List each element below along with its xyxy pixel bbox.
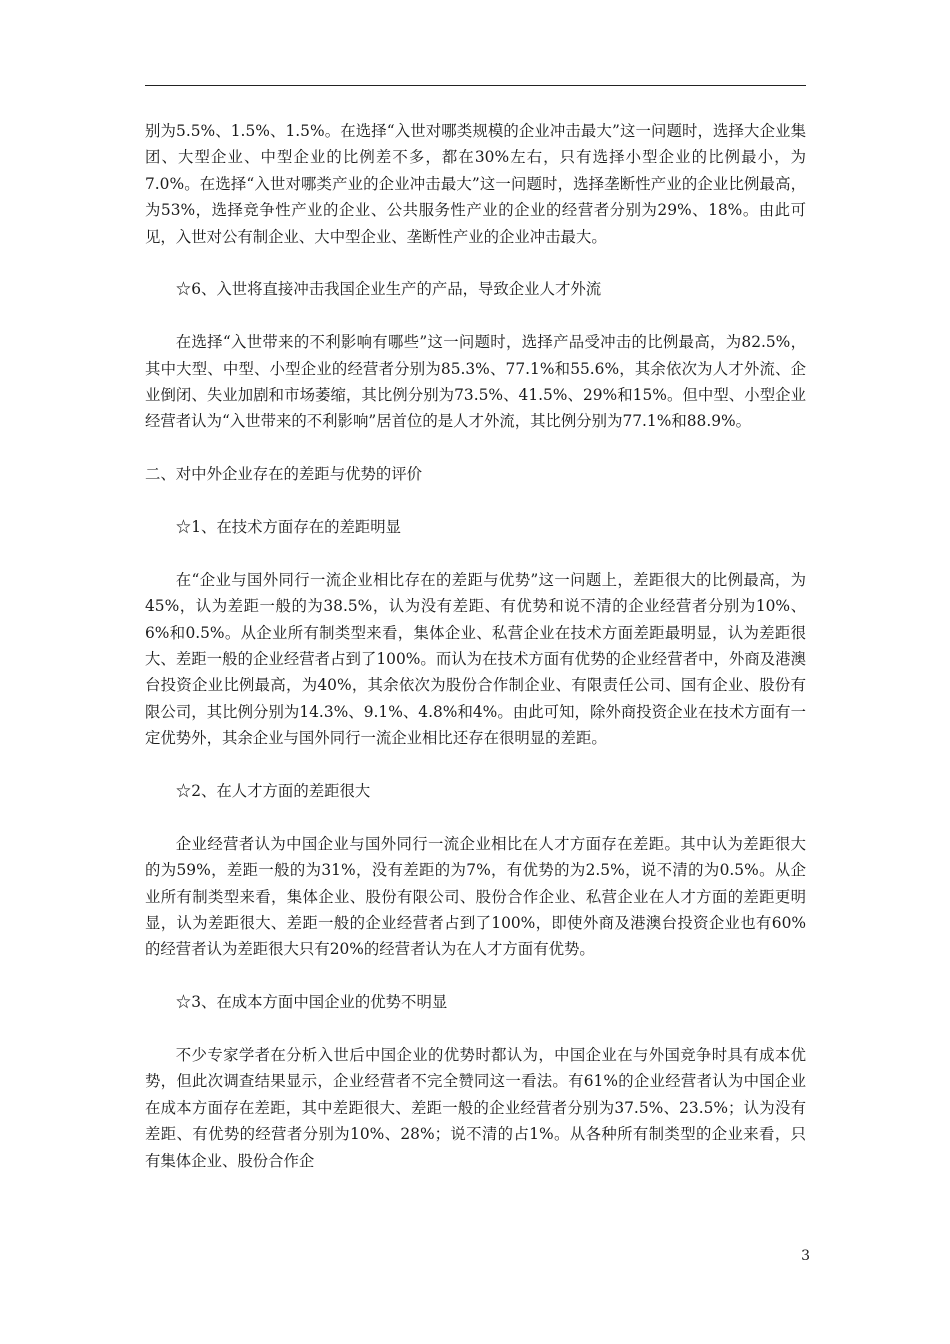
subheading: ☆3、在成本方面中国企业的优势不明显 xyxy=(175,993,448,1012)
subheading: ☆1、在技术方面存在的差距明显 xyxy=(175,518,402,537)
paragraph: 在选择“入世带来的不利影响有哪些”这一问题时，选择产品受冲击的比例最高，为82.5%，其中大型、中型、小型企业的经营者分别为85.3%、77.1%和55.6%，其余依次为人才外流、企业倒闭、失业加剧和市场萎缩，其比例分别为73.5%、41.5%、29%和15%。但中型、小型企业经营者认为“入世带来的不利影响”居首位的是人才外流，其比例分别为77.1%和88.9%。 xyxy=(145,333,806,431)
header-rule xyxy=(145,85,806,86)
subheading: ☆2、在人才方面的差距很大 xyxy=(175,782,371,801)
paragraph: 企业经营者认为中国企业与国外同行一流企业相比在人才方面存在差距。其中认为差距很大的为59%，差距一般的为31%，没有差距的为7%，有优势的为2.5%，说不清的为0.5%。从企业所有制类型来看，集体企业、股份有限公司、股份合作企业、私营企业在人才方面的差距更明显，认为差距很大、差距一般的企业经营者占到了100%，即使外商及港澳台投资企业也有60%的经营者认为差距很大只有20%的经营者认为在人才方面有优势。 xyxy=(145,834,806,959)
section-heading: 二、对中外企业存在的差距与优势的评价 xyxy=(145,465,423,484)
paragraph: 不少专家学者在分析入世后中国企业的优势时都认为，中国企业在与外国竞争时具有成本优势，但此次调查结果显示，企业经营者不完全赞同这一看法。有61%的企业经营者认为中国企业在成本方面存在差距，其中差距很大、差距一般的企业经营者分别为37.5%、23.5%；认为没有差距、有优势的经营者分别为10%、28%；说不清的占1%。从各种所有制类型的企业来看，只有集体企业、股份合作企 xyxy=(145,1046,806,1170)
paragraph: 在“企业与国外同行一流企业相比存在的差距与优势”这一问题上，差距很大的比例最高，为45%，认为差距一般的为38.5%，认为没有差距、有优势和说不清的企业经营者分别为10%、6%和0.5%。从企业所有制类型来看，集体企业、私营企业在技术方面差距最明显，认为差距很大、差距一般的企业经营者占到了100%。而认为在技术方面有优势的企业经营者中，外商及港澳台投资企业比例最高，为40%，其余依次为股份合作制企业、有限责任公司、国有企业、股份有限公司，其比例分别为14.3%、9.1%、4.8%和4%。由此可知，除外商投资企业在技术方面有一定优势外，其余企业与国外同行一流企业相比还存在很明显的差距。 xyxy=(145,570,806,748)
document-body xyxy=(145,118,806,1174)
paragraph: 别为5.5%、1.5%、1.5%。在选择“入世对哪类规模的企业冲击最大”这一问题时，选择大企业集团、大型企业、中型企业的比例差不多，都在30%左右，只有选择小型企业的比例最小，为7.0%。在选择“入世对哪类产业的企业冲击最大”这一问题时，选择垄断性产业的企业比例最高，为53%，选择竞争性产业的企业、公共服务性产业的企业的经营者分别为29%、18%。由此可见，入世对公有制企业、大中型企业、垄断性产业的企业冲击最大。 xyxy=(145,122,806,246)
subheading: ☆6、入世将直接冲击我国企业生产的产品，导致企业人才外流 xyxy=(175,280,602,299)
page-number: 3 xyxy=(801,1248,810,1264)
